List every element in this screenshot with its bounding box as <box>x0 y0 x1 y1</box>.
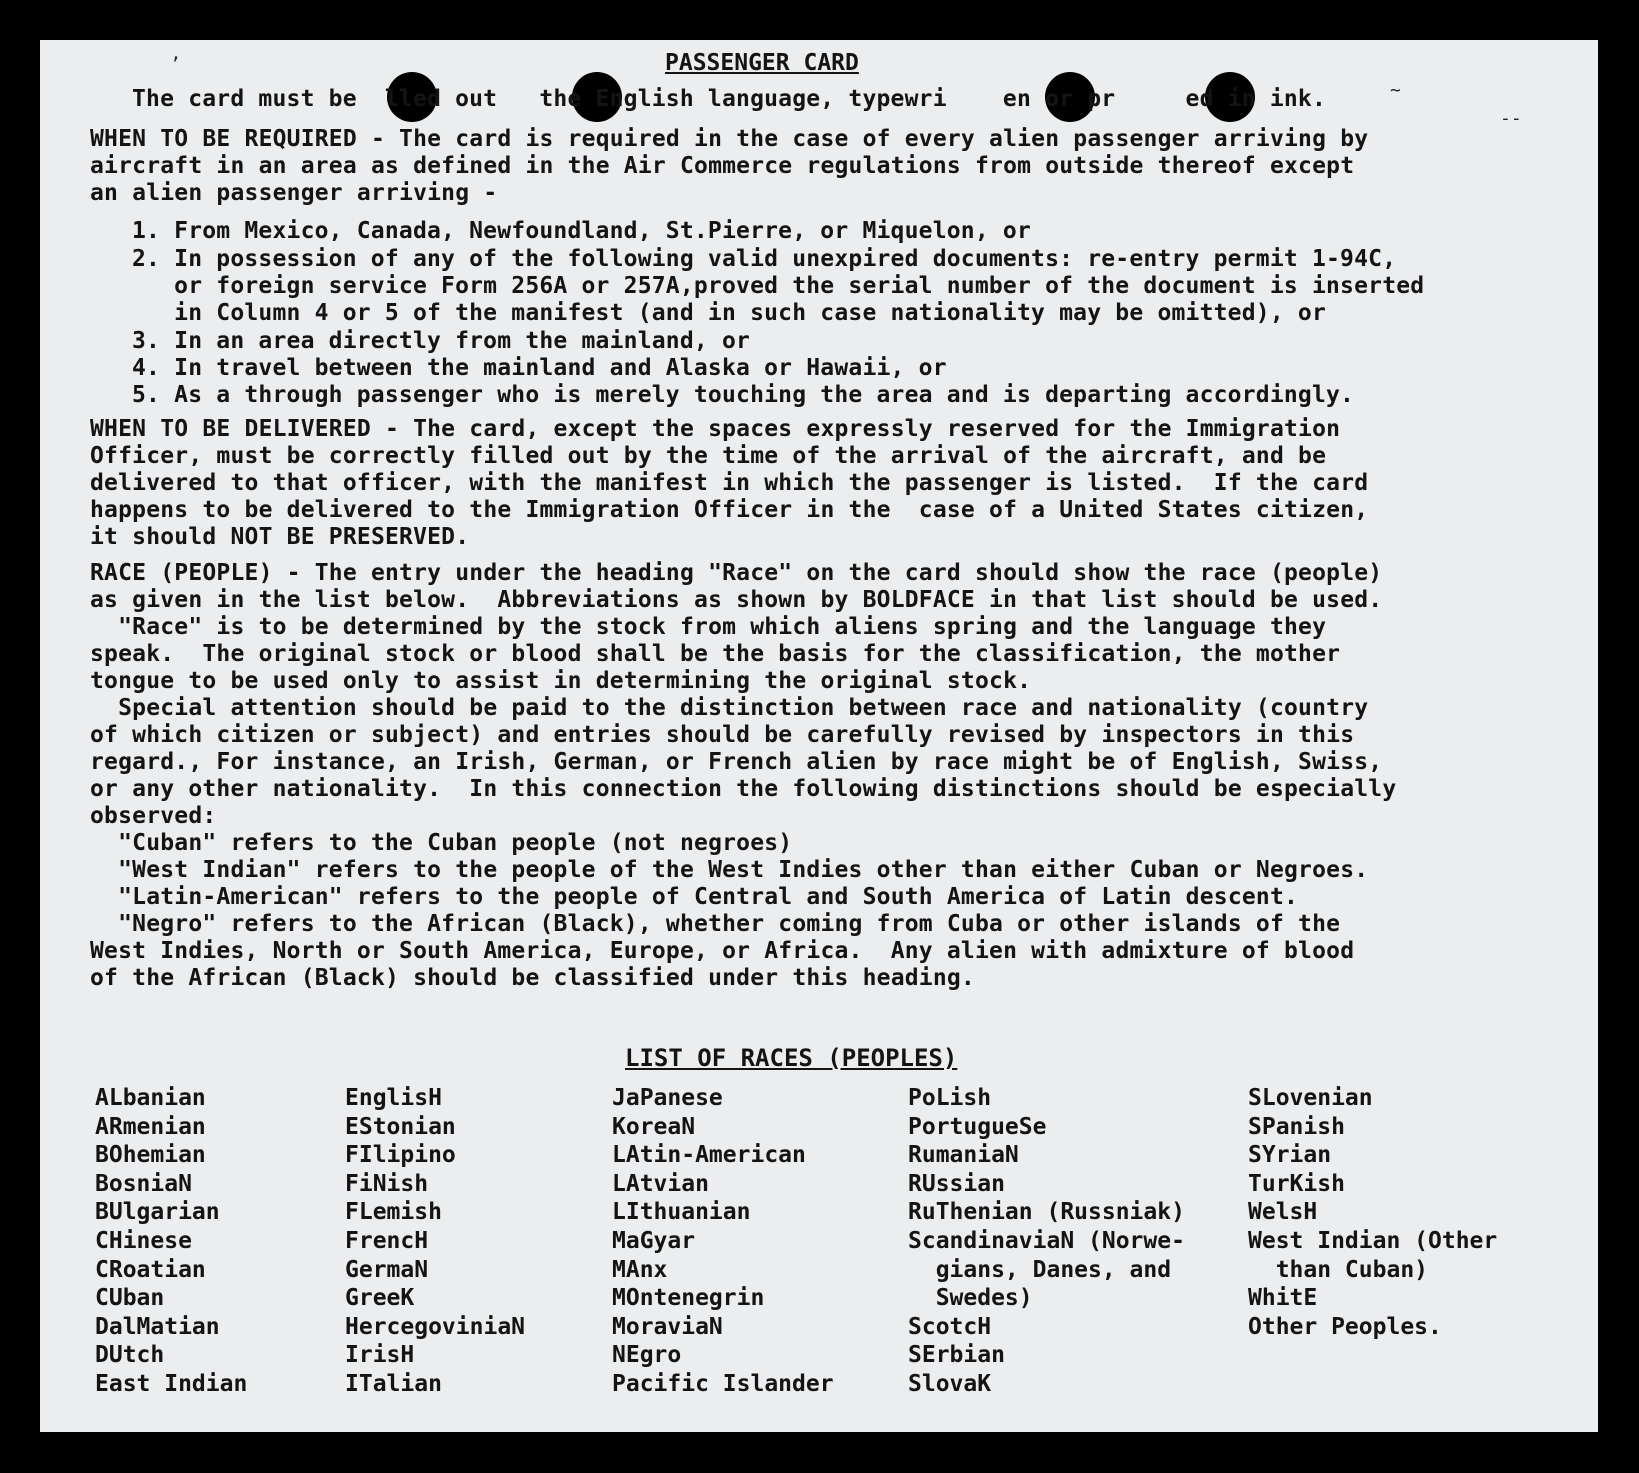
race-column-5 <box>1248 1084 1497 1341</box>
race-entry: BUlgarian <box>95 1199 220 1226</box>
race-entry: SPanish <box>1248 1113 1345 1140</box>
race-section-line: tongue to be used only to assist in determining the original stock. <box>90 668 1032 694</box>
passenger-card-document <box>40 40 1598 1432</box>
race-section-line: of which citizen or subject) and entries should be carefully revised by inspectors in this <box>90 722 1355 748</box>
race-entry: PortugueSe <box>908 1113 1047 1140</box>
race-entry: WhitE <box>1248 1285 1318 1312</box>
race-entry: FiNish <box>345 1170 429 1197</box>
race-entry: Pacific Islander <box>612 1370 834 1397</box>
race-entry: ALbanian <box>95 1085 206 1111</box>
exception-line: 4. In travel between the mainland and Alaska or Hawaii, or <box>132 355 947 381</box>
race-entry: MaGyar <box>612 1227 696 1254</box>
race-entry: EStonian <box>345 1113 456 1140</box>
race-entry: BOhemian <box>95 1142 206 1169</box>
race-section-line: observed: <box>90 803 217 829</box>
when-delivered-line: it should NOT BE PRESERVED. <box>90 524 470 550</box>
race-section-line: Special attention should be paid to the distinction between race and nationality (country <box>90 695 1369 721</box>
race-section-line: "Negro" refers to the African (Black), whether coming from Cuba or other islands of the <box>90 911 1341 937</box>
exception-line: 1. From Mexico, Canada, Newfoundland, St.Pierre, or Miquelon, or <box>132 218 1032 244</box>
race-entry: DUtch <box>95 1342 165 1369</box>
when-delivered-line: happens to be delivered to the Immigration Officer in the case of a United States citizen, <box>90 497 1369 523</box>
race-section-line: regard., For instance, an Irish, German, or French alien by race might be of English, Swiss, <box>90 749 1383 775</box>
race-entry: IrisH <box>345 1342 415 1369</box>
race-entry: PoLish <box>908 1085 992 1111</box>
race-entry: than Cuban) <box>1248 1256 1429 1283</box>
race-entry: DalMatian <box>95 1313 220 1340</box>
race-section-line: West Indies, North or South America, Europe, or Africa. Any alien with admixture of blood <box>90 938 1355 964</box>
race-entry: JaPanese <box>612 1085 723 1111</box>
race-entry: GreeK <box>345 1285 415 1312</box>
race-entry: gians, Danes, and <box>908 1256 1172 1283</box>
race-entry: FIlipino <box>345 1142 456 1169</box>
race-entry: WelsH <box>1248 1199 1318 1226</box>
when-required-line: aircraft in an area as defined in the Air Commerce regulations from outside thereof except <box>90 153 1355 179</box>
race-section-line: of the African (Black) should be classified under this heading. <box>90 965 975 991</box>
race-entry: GermaN <box>345 1256 429 1283</box>
race-entry: SlovaK <box>908 1370 992 1397</box>
race-entry: HercegoviniaN <box>345 1313 526 1340</box>
race-entry: TurKish <box>1248 1170 1345 1197</box>
race-entry: ARmenian <box>95 1113 206 1140</box>
page-title: PASSENGER CARD <box>665 50 859 76</box>
intro-line: The card must be lled out the English language, typewri en or pr ed in ink. <box>132 86 1327 112</box>
race-entry: CRoatian <box>95 1256 206 1283</box>
race-column-1 <box>95 1084 247 1399</box>
race-entry: SErbian <box>908 1342 1005 1369</box>
race-entry: RUssian <box>908 1170 1005 1197</box>
race-entry: RumaniaN <box>908 1142 1019 1169</box>
when-required-line: an alien passenger arriving - <box>90 180 498 206</box>
exception-line: 2. In possession of any of the following valid unexpired documents: re-entry permit 1-94C, <box>132 246 1397 272</box>
race-entry: RuThenian (Russniak) <box>908 1199 1185 1226</box>
race-column-3 <box>612 1084 834 1399</box>
race-entry: LAtin-American <box>612 1142 806 1169</box>
race-section-line: "Race" is to be determined by the stock from which aliens spring and the language they <box>90 614 1327 640</box>
exception-line: 5. As a through passenger who is merely touching the area and is departing accordingly. <box>132 382 1355 408</box>
when-delivered-line: Officer, must be correctly filled out by the time of the arrival of the aircraft, and be <box>90 443 1327 469</box>
race-entry: ITalian <box>345 1370 442 1397</box>
race-entry: MoraviaN <box>612 1313 723 1340</box>
race-entry: ScotcH <box>908 1313 992 1340</box>
when-delivered-line: WHEN TO BE DELIVERED - The card, except the spaces expressly reserved for the Immigration <box>90 416 1341 442</box>
ink-speck: ʼ <box>170 54 181 75</box>
race-entry: SLovenian <box>1248 1085 1373 1111</box>
race-entry: Swedes) <box>908 1285 1033 1312</box>
ink-speck: ‑‑ <box>1500 108 1522 129</box>
race-entry: CHinese <box>95 1227 192 1254</box>
race-entry: ScandinaviaN (Norwe- <box>908 1227 1185 1254</box>
race-entry: FrencH <box>345 1227 429 1254</box>
when-required-line: WHEN TO BE REQUIRED - The card is required in the case of every alien passenger arriving by <box>90 126 1369 152</box>
race-entry: FLemish <box>345 1199 442 1226</box>
race-entry: SYrian <box>1248 1142 1332 1169</box>
race-entry: MOntenegrin <box>612 1285 765 1312</box>
race-section-line: "West Indian" refers to the people of the West Indies other than either Cuban or Negroes. <box>90 857 1369 883</box>
race-section-line: speak. The original stock or blood shall be the basis for the classification, the mother <box>90 641 1341 667</box>
race-entry: KoreaN <box>612 1113 696 1140</box>
exception-line: in Column 4 or 5 of the manifest (and in such case nationality may be omitted), or <box>132 300 1327 326</box>
race-entry: East Indian <box>95 1370 248 1397</box>
race-entry: LIthuanian <box>612 1199 751 1226</box>
ink-speck: ~ <box>1390 80 1401 101</box>
race-entry: LAtvian <box>612 1170 709 1197</box>
when-delivered-line: delivered to that officer, with the manifest in which the passenger is listed. If the card <box>90 470 1369 496</box>
race-section-line: "Latin-American" refers to the people of Central and South America of Latin descent. <box>90 884 1299 910</box>
race-column-2 <box>345 1084 525 1399</box>
exception-line: 3. In an area directly from the mainland, or <box>132 328 751 354</box>
race-entry: Other Peoples. <box>1248 1313 1442 1340</box>
exception-line: or foreign service Form 256A or 257A,proved the serial number of the document is inserted <box>132 273 1425 299</box>
list-of-races-heading: LIST OF RACES (PEOPLES) <box>625 1044 958 1072</box>
race-entry: CUban <box>95 1285 165 1312</box>
race-section-line: or any other nationality. In this connection the following distinctions should be especially <box>90 776 1397 802</box>
race-entry: NEgro <box>612 1342 682 1369</box>
race-entry: EnglisH <box>345 1085 442 1111</box>
race-section-line: "Cuban" refers to the Cuban people (not negroes) <box>90 830 793 856</box>
race-column-4 <box>908 1084 1185 1399</box>
race-entry: West Indian (Other <box>1248 1227 1498 1254</box>
race-section-line: RACE (PEOPLE) - The entry under the heading "Race" on the card should show the race (people) <box>90 560 1383 586</box>
race-entry: BosniaN <box>95 1170 192 1197</box>
race-entry: MAnx <box>612 1256 668 1283</box>
race-section-line: as given in the list below. Abbreviations as shown by BOLDFACE in that list should be used. <box>90 587 1383 613</box>
